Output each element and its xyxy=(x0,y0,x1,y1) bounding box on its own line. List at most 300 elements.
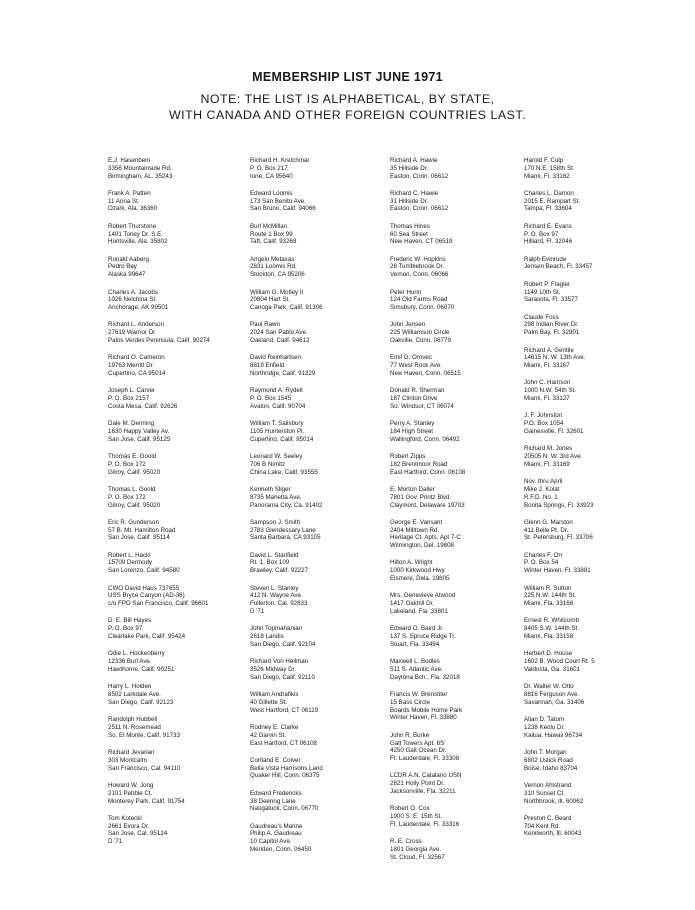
member-column-1 xyxy=(108,157,258,856)
member-entry xyxy=(524,256,674,272)
member-address-line: San Jose, Calif. 95114 xyxy=(108,534,170,542)
member-entry xyxy=(250,486,400,509)
member-name: David L. Stanfield xyxy=(250,551,299,559)
member-address-line: Miami, Fl. 33162 xyxy=(524,172,570,180)
member-address-line: 1000 Kirkwood Hwy. xyxy=(390,567,446,575)
member-address-line: R.F.D. No. 1 xyxy=(524,493,558,501)
member-entry xyxy=(524,617,674,640)
member-entry xyxy=(390,256,540,279)
member-column-3 xyxy=(390,157,540,871)
member-address-line: D '71 xyxy=(108,838,123,846)
member-address-line: Bonita Springs, Fl. 33923 xyxy=(524,501,594,509)
member-name: Raymond A. Rydell xyxy=(250,387,303,395)
member-entry xyxy=(390,486,540,509)
member-name: Edward Fredericks xyxy=(250,789,302,797)
member-address-line: Winter Haven, Fl. 33880 xyxy=(390,714,457,722)
member-entry xyxy=(108,420,258,443)
member-address-line: 2511 N. Rosemead xyxy=(108,723,161,731)
member-address-line: 2024 San Pablo Ave. xyxy=(250,329,308,337)
member-entry xyxy=(108,190,258,213)
member-address-line: Alaska 99647 xyxy=(108,271,146,279)
member-address-line: 8502 Larkdale Ave. xyxy=(108,691,161,699)
member-entry xyxy=(108,354,258,377)
member-entry xyxy=(250,387,400,410)
member-address-line: Rt. 1, Box 109 xyxy=(250,559,290,567)
member-address-line: 8816 Ferguson Ave. xyxy=(524,691,580,699)
member-entry xyxy=(108,387,258,410)
member-address-line: 184 High Street xyxy=(390,427,433,435)
member-name: William Andrafikis xyxy=(250,691,299,699)
member-entry xyxy=(108,683,258,706)
member-name: John T. Morgan xyxy=(524,749,567,757)
member-name: Preston C. Beard xyxy=(524,814,572,822)
member-name: Perry A. Stanley xyxy=(390,420,435,428)
member-name: Robert L. Hackl xyxy=(108,551,151,559)
member-entry xyxy=(250,519,400,542)
member-name: Dale M. Denning xyxy=(108,420,155,428)
member-entry xyxy=(524,412,674,435)
member-address-line: Gainesville, Fl. 32601 xyxy=(524,427,584,435)
member-address-line: Palm Bay, Fl. 32901 xyxy=(524,329,580,337)
member-address-line: 1417 Oakhill Dr. xyxy=(390,600,435,608)
member-address-line: 2404 Milltown Rd. xyxy=(390,526,440,534)
member-entry xyxy=(524,683,674,706)
member-name: Robert Zipps xyxy=(390,453,426,461)
member-name: Thomas L. Goold xyxy=(108,485,156,493)
member-address-line: 4250 Galt Ocean Dr. xyxy=(390,747,447,755)
member-address-line: Meriden, Conn. 06450 xyxy=(250,846,312,853)
member-entry xyxy=(524,585,674,608)
member-name: Richard M. Jones xyxy=(524,445,573,453)
member-entry xyxy=(250,691,400,714)
member-address-line: St. Cloud, Fl. 32567 xyxy=(390,853,445,861)
member-address-line: P. O. Box 172 xyxy=(108,493,146,501)
member-address-line: Simsbury, Conn. 06070 xyxy=(390,304,455,312)
member-address-line: Stockton, CA 95206 xyxy=(250,271,305,279)
member-address-line: Cupertino, CA 95014 xyxy=(108,369,166,377)
member-entry xyxy=(390,691,540,722)
member-entry xyxy=(524,157,674,180)
member-address-line: Taft, Calif. 93268 xyxy=(250,238,297,246)
member-name: Richard C. Hawie xyxy=(390,189,439,197)
member-address-line: 1105 Hunterston Pl. xyxy=(250,427,305,435)
member-address-line: Kailua, Hawaii 96734 xyxy=(524,731,583,739)
member-address-line: Oakland, Calif. 94612 xyxy=(250,337,310,345)
member-entry xyxy=(524,347,674,370)
member-entry xyxy=(524,815,674,838)
member-entry xyxy=(108,519,258,542)
member-name: Ernest R. Whitcomb xyxy=(524,617,580,625)
member-address-line: Miami, Fl. 33127 xyxy=(524,395,570,403)
member-entry xyxy=(250,625,400,648)
member-entry xyxy=(250,585,400,616)
member-address-line: 1026 Nelchina St. xyxy=(108,296,157,304)
member-address-line: Canoga Park, Calif. 91306 xyxy=(250,304,323,312)
member-address-line: 1238 Keolu Dr. xyxy=(524,723,565,731)
member-name: Glenn G. Marston xyxy=(524,518,573,526)
member-address-line: 411 Belle Pt. Dr. xyxy=(524,526,569,534)
member-address-line: San Diego, Calif. 92104 xyxy=(250,640,316,648)
member-entry xyxy=(250,256,400,279)
member-address-line: 38 Deering Lane xyxy=(250,797,296,805)
member-address-line: 225 Williamson Circle xyxy=(390,329,450,337)
member-address-line: Galt Towers Apt. 6S xyxy=(390,739,445,747)
member-address-line: 511 S. Atlantic Ave. xyxy=(390,665,443,673)
member-address-line: 706 B Nimitz xyxy=(250,460,286,468)
member-address-line: 225 N.W. 144th St. xyxy=(524,592,576,600)
member-address-line: 412 N. Wayne Ave. xyxy=(250,592,303,600)
member-entry xyxy=(390,592,540,615)
member-address-line: Gilroy, Calif. 95020 xyxy=(108,468,161,476)
member-address-line: 15 Bass Circle xyxy=(390,698,430,706)
member-entry xyxy=(524,749,674,772)
member-address-line: 12336 Burl Ave. xyxy=(108,658,152,666)
member-entry xyxy=(108,223,258,246)
member-address-line: Jacksonville, Fla. 32211 xyxy=(390,788,456,796)
member-entry xyxy=(390,420,540,443)
member-name: R. E. Cross xyxy=(390,838,422,846)
member-entry xyxy=(108,289,258,312)
member-address-line: New Haven, CT 06519 xyxy=(390,238,453,246)
member-address-line: Quaker Hill, Conn. 06375 xyxy=(250,772,320,780)
member-address-line: Savannah, Ga. 31406 xyxy=(524,698,585,706)
page-title: MEMBERSHIP LIST JUNE 1971 xyxy=(252,70,443,84)
member-address-line: 31 Hillside Dr. xyxy=(390,197,429,205)
member-address-line: Ozark, Ala. 36360 xyxy=(108,205,158,213)
member-name: Edward O. Baird Jr. xyxy=(390,625,444,633)
member-entry xyxy=(250,321,400,344)
member-address-line: San Jose, Calif. 95125 xyxy=(108,435,171,443)
member-address-line: Boise, Idaho 83704 xyxy=(524,764,578,772)
member-address-line: P. O. Box 97 xyxy=(524,230,559,238)
member-name: Francis W. Brenstiter xyxy=(390,691,448,699)
member-name: William R. Sutton xyxy=(524,584,572,592)
member-name: Richard O. Cameron xyxy=(108,354,165,362)
member-address-line: 124 Old Farms Road xyxy=(390,296,448,304)
note-line-1: NOTE: THE LIST IS ALPHABETICAL, BY STATE, xyxy=(200,92,495,106)
member-name: Randolph Hubbell xyxy=(108,716,158,724)
member-address-line: 1401 Toney Dr. S.E. xyxy=(108,230,163,238)
member-entry xyxy=(524,650,674,673)
member-column-2 xyxy=(250,157,400,863)
member-name: Thomas Hines xyxy=(390,222,430,230)
member-name: E. Morton Daller xyxy=(390,485,435,493)
member-entry xyxy=(108,650,258,673)
member-address-line: Northridge, Calif. 91329 xyxy=(250,369,316,377)
member-entry xyxy=(390,157,540,180)
member-address-line: 310 Sunset Ct. xyxy=(524,789,565,797)
member-address-line: So. Windsor, CT 06074 xyxy=(390,402,454,410)
member-address-line: Santa Barbara, CA 93105 xyxy=(250,534,321,542)
member-entry xyxy=(524,716,674,739)
member-entry xyxy=(108,749,258,772)
member-name: Robert O. Cox xyxy=(390,805,430,813)
member-name: Charles L. Damon xyxy=(524,189,574,197)
member-address-line: 1801 Georgia Ave. xyxy=(390,846,442,853)
member-name: Allan D. Tatum xyxy=(524,716,565,724)
member-entry xyxy=(390,772,540,795)
member-entry xyxy=(250,289,400,312)
member-address-line: 19763 Merritt Dr. xyxy=(108,362,155,370)
member-address-line: 77 West Rock Ave. xyxy=(390,362,443,370)
member-name: Harry L. Holden xyxy=(108,683,152,691)
member-name: Thomas E. Goold xyxy=(108,453,157,461)
member-address-line: 2821 Holly Point Dr. xyxy=(390,780,445,788)
member-name: CWO David Haus 737655 xyxy=(108,584,180,592)
member-name: Nov. thru April xyxy=(524,478,563,486)
member-name: John Topmahanian xyxy=(250,625,303,633)
member-entry xyxy=(108,782,258,805)
member-name: Peter Hunn xyxy=(390,288,422,296)
member-address-line: 28 Tumblebrook Dr. xyxy=(390,263,444,271)
member-name: Steven L. Stanley xyxy=(250,584,299,592)
member-address-line: P.O. Box 1054 xyxy=(524,420,564,428)
member-address-line: 2661 Evora Dr. xyxy=(108,822,150,830)
member-address-line: 14615 N. W. 13th Ave. xyxy=(524,354,586,362)
member-address-line: Miami, Fla. 33158 xyxy=(524,633,574,641)
member-address-line: New Haven, Conn. 06515 xyxy=(390,369,461,377)
member-address-line: Palos Verdes Peninsula, Calif. 90274 xyxy=(108,337,210,345)
member-address-line: Gilroy, Calif. 95020 xyxy=(108,501,161,509)
member-entry xyxy=(390,559,540,582)
member-entry xyxy=(108,617,258,640)
member-address-line: 1630 Happy Valley Av. xyxy=(108,427,170,435)
member-entry xyxy=(524,478,674,509)
member-address-line: P. O. Box 97 xyxy=(108,625,143,633)
member-address-line: 170 N.E. 158th St. xyxy=(524,164,575,172)
member-address-line: Easton, Conn. 06612 xyxy=(390,172,449,180)
member-address-line: Lakeland, Fla. 33801 xyxy=(390,607,448,615)
member-address-line: Kenilworth, Ill. 60043 xyxy=(524,830,582,838)
member-name: John Jensen xyxy=(390,321,426,329)
note-line-2: WITH CANADA AND OTHER FOREIGN COUNTRIES LAST. xyxy=(168,108,527,122)
member-address-line: P. O. Box 2157 xyxy=(108,395,150,403)
member-address-line: Huntsville, Ala. 35802 xyxy=(108,238,168,246)
member-address-line: Winter Haven, Fl. 33881 xyxy=(524,567,591,575)
member-address-line: 11 Anna St. xyxy=(108,197,140,205)
member-name: Emil G. Orovec xyxy=(390,354,432,362)
member-address-line: Stuart, Fla. 33494 xyxy=(390,640,440,648)
member-address-line: Route 1 Box 99 xyxy=(250,230,293,238)
member-entry xyxy=(390,519,540,550)
member-address-line: 704 Kent Rd. xyxy=(524,822,561,830)
member-name: Cortland E. Colver xyxy=(250,756,301,764)
member-address-line: 8819 Enfield xyxy=(250,362,285,370)
member-address-line: 35 Hillside Dr. xyxy=(390,164,429,172)
member-entry xyxy=(390,190,540,213)
member-address-line: 20505 N. W. 3rd Ave. xyxy=(524,453,583,461)
member-name: Donald R. Sherman xyxy=(390,387,445,395)
member-entry xyxy=(108,486,258,509)
member-address-line: Elsmere, Dela. 19805 xyxy=(390,575,450,583)
member-address-line: 2783 Glendessary Lane xyxy=(250,526,316,534)
member-entry xyxy=(108,453,258,476)
member-entry xyxy=(390,453,540,476)
member-name: Harold F. Culp xyxy=(524,157,564,164)
member-name: Sampson J. Smith xyxy=(250,518,301,526)
member-name: LCDR A.N. Catalano USN xyxy=(390,772,462,780)
member-address-line: St. Petersburg, Fl. 33706 xyxy=(524,534,593,542)
member-address-line: 15709 Dermody xyxy=(108,559,153,567)
member-entry xyxy=(390,805,540,828)
member-address-line: Cupertino, Calif. 95014 xyxy=(250,435,314,443)
member-entry xyxy=(250,157,400,180)
member-address-line: 20804 Hart St. xyxy=(250,296,290,304)
member-address-line: Wallingford, Conn. 06492 xyxy=(390,435,460,443)
member-entry xyxy=(390,387,540,410)
member-entry xyxy=(524,552,674,575)
member-name: Hilton A. Wright xyxy=(390,559,433,567)
member-address-line: 6802 Ustick Road xyxy=(524,756,573,764)
member-entry xyxy=(250,790,400,813)
member-address-line: Claymont, Delaware 19703 xyxy=(390,501,465,509)
member-address-line: Easton, Conn. 06612 xyxy=(390,205,449,213)
member-address-line: 2618 Landis xyxy=(250,633,284,641)
member-name: Charles F. Orr xyxy=(524,551,563,559)
member-address-line: 137 S. Spruce Ridge Tr. xyxy=(390,633,456,641)
member-entry xyxy=(108,321,258,344)
member-address-line: 1602 B. Wood Court Rt. 5 xyxy=(524,658,595,666)
member-name: Kenneth Sliger xyxy=(250,485,291,493)
member-address-line: Hilliard, Fl. 32046 xyxy=(524,238,573,246)
member-address-line: Sarasota, Fl. 33577 xyxy=(524,296,579,304)
member-name: D. E. Bill Hayes xyxy=(108,617,151,625)
member-name: Frank A. Patten xyxy=(108,189,151,197)
member-name: George E. Vansant xyxy=(390,518,443,526)
member-name: Rodney E. Clarke xyxy=(250,723,299,731)
member-name: Vernon Ahlstrand xyxy=(524,781,572,789)
member-name: William T. Salisbury xyxy=(250,420,304,428)
member-name: Frederic W. Hopkins xyxy=(390,255,446,263)
member-address-line: 2101 Pebble Ct. xyxy=(108,789,153,797)
member-entry xyxy=(524,314,674,337)
member-address-line: Monterey Park, Calif. 91754 xyxy=(108,797,185,805)
member-address-line: P. O. Box 54 xyxy=(524,559,559,567)
member-name: Robert P. Flagler xyxy=(524,280,570,288)
member-address-line: 173 San Benito Ave. xyxy=(250,197,306,205)
member-entry xyxy=(390,354,540,377)
member-entry xyxy=(390,289,540,312)
member-name: Richard E. Evans xyxy=(524,222,572,230)
member-name: Dr. Walter W. Otto xyxy=(524,683,574,691)
member-address-line: Philip A. Gaudreau xyxy=(250,830,302,838)
member-entry xyxy=(524,445,674,468)
member-entry xyxy=(524,782,674,805)
member-address-line: San Bruno, Calif. 94066 xyxy=(250,205,316,213)
member-address-line: 3356 Mountainside Rd. xyxy=(108,164,172,172)
member-entry xyxy=(390,321,540,344)
member-address-line: c/o FPO San Francisco, Calif. 96601 xyxy=(108,600,209,608)
member-name: Maxwell L. Bodles xyxy=(390,658,440,666)
member-name: Eric R. Gunderson xyxy=(108,518,159,526)
member-address-line: 8735 Marietta Ave. xyxy=(250,493,302,501)
member-name: John R. Burke xyxy=(390,731,430,739)
member-address-line: 303 Montcalm xyxy=(108,756,147,764)
member-address-line: Hawthorne, Calif. 90251 xyxy=(108,665,175,673)
member-entry xyxy=(390,658,540,681)
member-name: Ronald Aaberg xyxy=(108,255,149,263)
member-name: E.J. Hasenbein xyxy=(108,157,150,164)
member-name: Charles A. Jacobs xyxy=(108,288,158,296)
member-name: Tom Kotecki xyxy=(108,814,142,822)
member-address-line: 8405 S.W. 144th St. xyxy=(524,625,580,633)
member-name: Richard A. Gentile xyxy=(524,346,574,354)
member-entry xyxy=(524,519,674,542)
member-entry xyxy=(108,256,258,279)
member-entry xyxy=(108,716,258,739)
member-address-line: Bella Vista Harrisons Land xyxy=(250,764,323,772)
member-address-line: 1900 S. E. 15th St. xyxy=(390,813,442,821)
member-address-line: Ft. Lauderdale, Fl. 33308 xyxy=(390,755,460,763)
member-entry xyxy=(524,190,674,213)
member-address-line: 187 Clinton Drive xyxy=(390,395,438,403)
member-address-line: San Jose, Cal. 95124 xyxy=(108,830,168,838)
member-address-line: Ft. Lauderdale, Fl. 33316 xyxy=(390,820,460,828)
member-address-line: 1149 10th St. xyxy=(524,288,561,296)
member-entry xyxy=(390,625,540,648)
member-address-line: Heritage Ct. Apts. Apt 7-C xyxy=(390,534,461,542)
member-name: Odie L. Hockenberry xyxy=(108,650,165,658)
member-entry xyxy=(250,453,400,476)
member-entry xyxy=(250,190,400,213)
member-name: Richard Jevarian xyxy=(108,749,155,757)
member-address-line: So. El Monte, Calif. 91733 xyxy=(108,731,180,739)
member-name: Paul Rawn xyxy=(250,321,280,329)
member-address-line: Panorama City, Ca. 91402 xyxy=(250,501,323,509)
member-address-line: Daytona Bch., Fla. 32018 xyxy=(390,673,460,681)
member-name: Richard Von Heilman xyxy=(250,658,309,666)
member-entry xyxy=(250,354,400,377)
member-address-line: Miami, Fl. 33169 xyxy=(524,460,570,468)
member-name: Edward Loomis xyxy=(250,189,293,197)
member-address-line: 40 Gillette St. xyxy=(250,698,288,706)
member-name: Leonard W. Seeley xyxy=(250,453,303,461)
member-address-line: 2015 E. Rampart St. xyxy=(524,197,581,205)
member-entry xyxy=(250,223,400,246)
member-entry xyxy=(250,757,400,780)
member-entry xyxy=(524,281,674,304)
member-address-line: Brawley, Calif. 92227 xyxy=(250,567,309,575)
member-entry xyxy=(390,838,540,861)
member-name: Richard H. Kretchmar xyxy=(250,157,310,164)
member-address-line: East Hartford, Conn. 06108 xyxy=(390,468,466,476)
member-name: Robert Thurstone xyxy=(108,222,157,230)
member-address-line: Fullerton, Cal. 92633 xyxy=(250,600,308,608)
member-address-line: 7801 Gov. Printz Blvd. xyxy=(390,493,452,501)
member-address-line: 10 Capitol Ave. xyxy=(250,838,292,846)
member-name: Howard W. Jong xyxy=(108,781,154,789)
member-address-line: D '71 xyxy=(250,607,265,615)
member-name: J. F. Johnston xyxy=(524,412,563,420)
member-address-line: Anchorage, AK 99501 xyxy=(108,304,169,312)
member-address-line: San Francisco, Cal. 94110 xyxy=(108,764,181,772)
member-name: Ralph Evinrude xyxy=(524,255,567,263)
member-address-line: Pedro Bay xyxy=(108,263,137,271)
member-address-line: Naugatuck, Conn. 06770 xyxy=(250,805,319,813)
member-column-4 xyxy=(524,157,674,848)
member-address-line: West Hartford, CT 06119 xyxy=(250,706,319,714)
member-address-line: East Hartford, CT 06108 xyxy=(250,739,317,747)
member-address-line: Valdosta, Ga. 31601 xyxy=(524,665,580,673)
member-entry xyxy=(108,552,258,575)
member-address-line: 57 B. Mt. Hamilton Road xyxy=(108,526,176,534)
member-name: Mrs. Genevieve Atwood xyxy=(390,592,456,600)
member-entry xyxy=(250,823,400,854)
member-address-line: P. O. Box 1545 xyxy=(250,395,292,403)
member-name: Gaudreau's Marine xyxy=(250,822,303,830)
member-name: Richard L. Anderson xyxy=(108,321,165,329)
member-entry xyxy=(250,724,400,747)
